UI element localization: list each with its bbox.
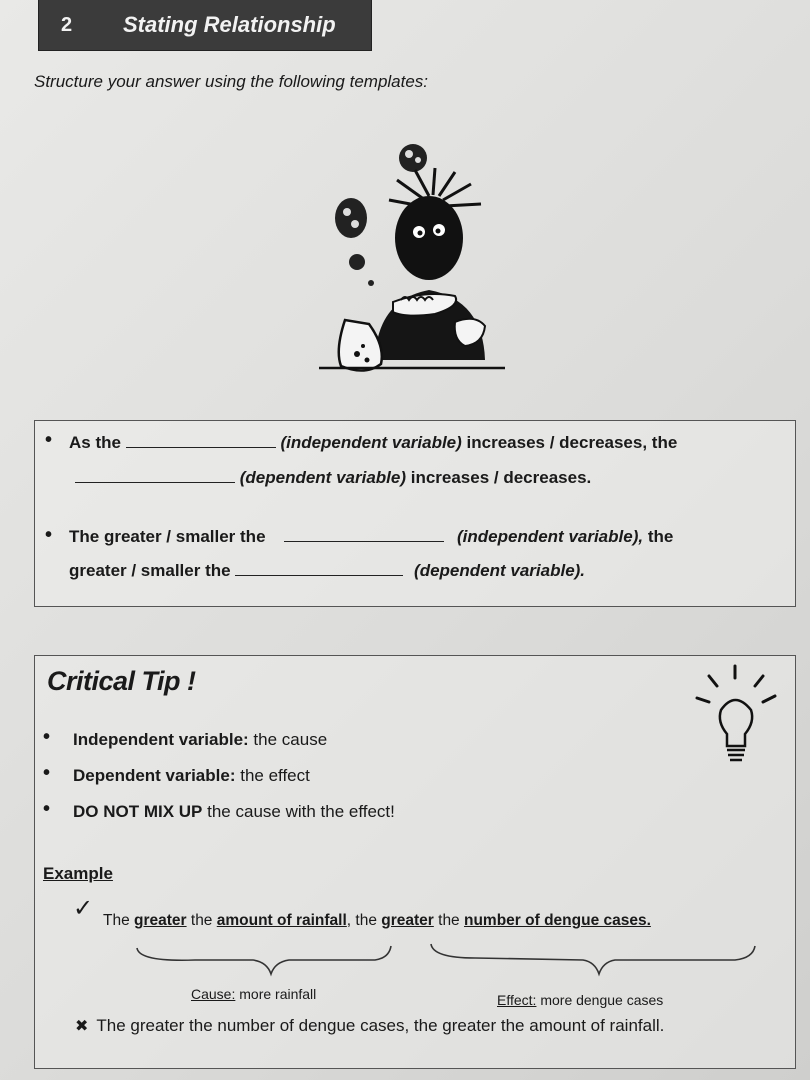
instruction-text: Structure your answer using the following templates: [34, 72, 429, 91]
bullet-icon: • [43, 726, 51, 748]
template-blank [75, 468, 235, 483]
tip-title: Critical Tip ! [47, 666, 196, 696]
correct-example: The greater the amount of rainfall, the greater the number of dengue cases. [103, 912, 651, 929]
tip-item: Dependent variable: the effect [73, 766, 310, 785]
lightbulb-icon [691, 660, 781, 770]
template-2-line-2: greater / smaller the (dependent variable). [69, 561, 586, 580]
brace-annotation [135, 940, 775, 980]
wrong-example: ✖ The greater the number of dengue cases, the greater the amount of rainfall. [75, 1016, 665, 1035]
template-blank [126, 433, 276, 448]
tip-item: Independent variable: the cause [73, 730, 328, 749]
template-1-line-2: (dependent variable) increases / decreases. [75, 468, 591, 488]
check-icon: ✓ [73, 895, 94, 922]
section-title: Stating Relationship [123, 12, 336, 37]
tip-item: DO NOT MIX UP the cause with the effect! [73, 802, 395, 821]
bullet-icon: • [43, 798, 51, 820]
section-header [38, 0, 372, 51]
scientist-illustration [305, 140, 515, 380]
cross-icon: ✖ [75, 1018, 89, 1035]
effect-annotation: Effect: more dengue cases [497, 992, 664, 1008]
template-blank [235, 561, 403, 576]
bullet-icon: • [45, 524, 53, 546]
template-1-line-1: As the (independent variable) increases / decreases, the [69, 433, 678, 452]
critical-tip-box [34, 655, 796, 1069]
template-blank [284, 527, 444, 542]
bullet-icon: • [43, 762, 51, 784]
template-box [34, 420, 796, 607]
cause-annotation: Cause: more rainfall [191, 986, 317, 1002]
template-2-line-1: The greater / smaller the (independent variable), the [69, 527, 674, 546]
section-number: 2 [61, 13, 73, 36]
example-label: Example [43, 864, 113, 883]
bullet-icon: • [45, 429, 53, 451]
